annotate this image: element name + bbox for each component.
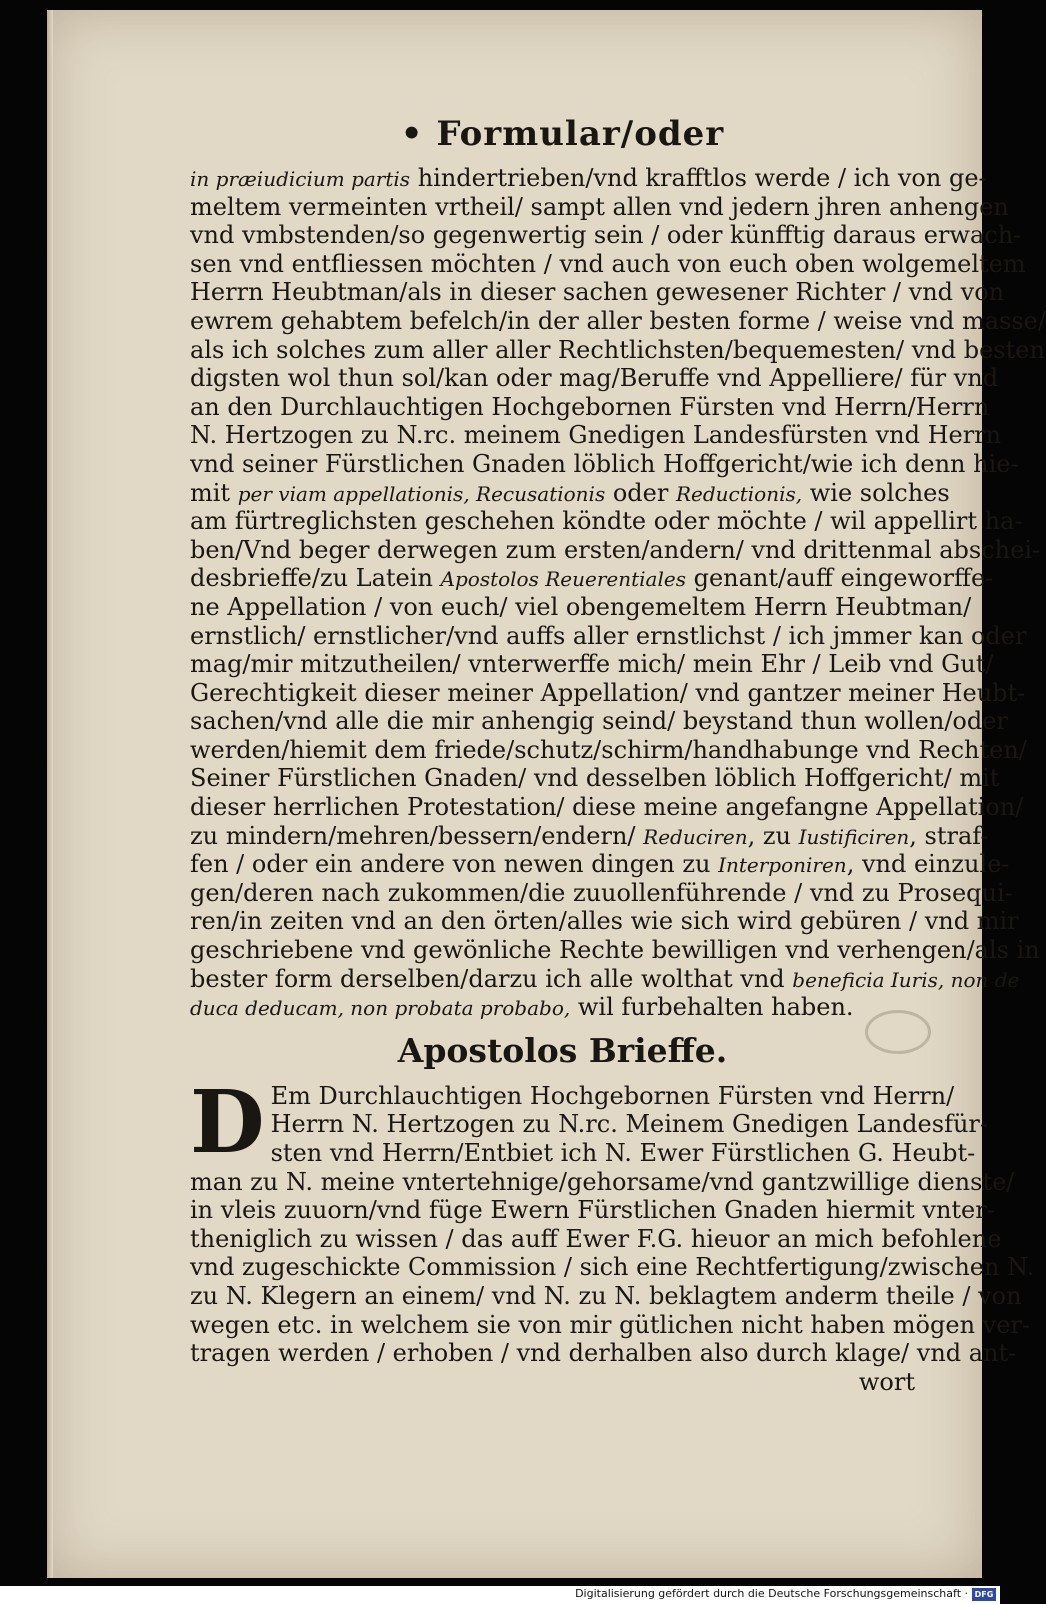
line-text: wie solches	[802, 478, 950, 507]
line-text: desbrieffe/zu Latein	[190, 564, 441, 593]
indented-lines	[190, 1071, 988, 1173]
line-text: meltem vermeinten vrtheil/ sampt allen vnd jedern jhren anhengen	[190, 192, 1009, 221]
text-line	[190, 993, 935, 1022]
text-line	[190, 221, 1022, 250]
section-title: Apostolos Brieffe.	[397, 1030, 728, 1070]
line-text: Seiner Fürstlichen Gnaden/ vnd desselben löblich Hoffgericht/ mit	[190, 764, 1000, 793]
text-line: Herrn N. Hertzogen zu N.rc. Meinem Gnedigen Landesfür-	[270, 1110, 988, 1139]
dfg-logo: DFG	[972, 1588, 996, 1601]
text-line	[190, 678, 1026, 708]
text-line	[190, 278, 1005, 307]
text-line	[190, 793, 1024, 822]
text-line	[190, 535, 1041, 565]
text-line	[190, 707, 1008, 736]
latin-phrase: duca deducam, non probata probabo,	[190, 996, 571, 1021]
text-line: Em Durchlauchtigen Hochgebornen Fürsten vnd Herrn/	[270, 1081, 955, 1110]
text-line	[190, 878, 1013, 908]
line-text: werden/hiemit dem friede/schutz/schirm/handhabunge vnd Rechten/	[190, 735, 1027, 764]
text-line	[190, 507, 1023, 536]
line-text: am fürtreglichsten geschehen köndte oder möchte / wil appellirt ha-	[190, 507, 1023, 536]
line-text: Gerechtigkeit dieser meiner Appellation/ vnd gantzer meiner Heubt-	[190, 678, 1026, 707]
line-text: ernstlich/ ernstlicher/vnd auffs aller ernstlichst / ich jmmer kan oder	[190, 621, 1027, 650]
line-text: Herrn Heubtman/als in dieser sachen gewesener Richter / vnd von	[190, 278, 1005, 307]
text-line	[190, 564, 994, 593]
line-text: sachen/vnd alle die mir anhengig seind/ beystand thun wollen/oder	[190, 707, 1008, 736]
text-line	[190, 306, 1046, 336]
line-text: oder	[605, 478, 676, 507]
text-line	[190, 964, 1020, 994]
line-text: dieser herrlichen Protestation/ diese meine angefangne Appellation/	[190, 793, 1024, 822]
drop-initial: D	[190, 1071, 265, 1173]
line-text: , vnd einzule-	[846, 850, 1010, 879]
footer-credit: Digitalisierung gefördert durch die Deutsche Forschungsgemeinschaft ·	[575, 1587, 968, 1600]
latin-phrase: beneficia Iuris, non de	[792, 967, 1020, 992]
line-text: als ich solches zum aller aller Rechtlichsten/bequemesten/ vnd besten	[190, 335, 1045, 364]
line-text: , zu	[747, 821, 799, 850]
page-text	[190, 110, 1046, 1396]
paragraph-appellation	[190, 164, 1046, 1022]
text-line	[190, 449, 1019, 479]
catchword: wort	[858, 1367, 915, 1396]
latin-phrase: Reductionis,	[675, 481, 803, 506]
line-text: vnd seiner Fürstlichen Gnaden löblich Hoffgericht/wie ich denn hie-	[190, 449, 1019, 478]
line-text: sen vnd entfliessen möchten / vnd auch von euch oben wolgemeltem	[190, 249, 1026, 278]
line-text: N. Hertzogen zu N.rc. meinem Gnedigen Landesfürsten vnd Herrn	[190, 421, 1002, 450]
latin-phrase: in præiudicium partis	[190, 167, 411, 191]
line-text: gen/deren nach zukommen/die zuuollenführende / vnd zu Prosequi-	[190, 878, 1013, 907]
line-text: mit	[190, 478, 238, 507]
text-line	[190, 592, 972, 622]
latin-phrase: Apostolos Reuerentiales	[440, 567, 686, 592]
line-text: an den Durchlauchtigen Hochgebornen Fürsten vnd Herrn/Herrn	[190, 392, 990, 421]
line-text: wil furbehalten haben.	[570, 993, 854, 1022]
latin-phrase: Reduciren	[643, 824, 748, 849]
line-text: genant/auff eingeworffe-	[685, 564, 994, 593]
page-gutter	[47, 10, 53, 1578]
text-line: wegen etc. in welchem sie von mir gütlichen nicht haben mögen ver-	[190, 1310, 1030, 1339]
paragraph-letter	[190, 1071, 1035, 1368]
latin-phrase: Iustificiren	[798, 824, 910, 849]
text-line	[190, 249, 1026, 279]
line-text: , straf-	[909, 821, 989, 850]
line-text: geschriebene vnd gewönliche Rechte bewilligen vnd verhengen/als in	[190, 936, 1040, 965]
text-line: sten vnd Herrn/Entbiet ich N. Ewer Fürstlichen G. Heubt-	[270, 1139, 976, 1167]
text-line	[190, 392, 990, 422]
line-text: digsten wol thun sol/kan oder mag/Beruffe vnd Appelliere/ für vnd	[190, 364, 999, 393]
text-line: man zu N. meine vntertehnige/gehorsame/vnd gantzwillige dienste/	[190, 1167, 1015, 1196]
text-line: theniglich zu wissen / das auff Ewer F.G. hieuor an mich befohlene	[190, 1224, 1002, 1253]
running-head: • Formular/oder	[400, 114, 725, 154]
line-text: ben/Vnd beger derwegen zum ersten/andern/ vnd drittenmal abschei-	[190, 535, 1041, 564]
text-line: in vleis zuuorn/vnd füge Ewern Fürstlichen Gnaden hiermit vnter-	[190, 1196, 995, 1225]
text-line	[190, 364, 999, 393]
footer-bar	[0, 1586, 1000, 1604]
line-text: fen / oder ein andere von newen dingen zu	[190, 850, 719, 879]
text-line	[190, 335, 1045, 365]
line-text: vnd vmbstenden/so gegenwertig sein / oder künfftig daraus erwach-	[190, 221, 1022, 250]
line-text: bester form derselben/darzu ich alle wolthat vnd	[190, 964, 793, 993]
text-line: tragen werden / erhoben / vnd derhalben also durch klage/ vnd ant-	[190, 1339, 1017, 1368]
line-text: ren/in zeiten vnd an den örten/alles wie sich wird gebüren / vnd mir	[190, 907, 1019, 936]
line-text: zu mindern/mehren/bessern/endern/	[190, 821, 644, 850]
text-line	[190, 907, 1019, 936]
text-line	[190, 164, 987, 193]
text-line	[190, 650, 994, 679]
line-text: hindertrieben/vnd krafftlos werde / ich von ge-	[410, 164, 987, 192]
latin-phrase: per viam appellationis, Recusationis	[237, 481, 606, 506]
text-line	[190, 936, 1040, 965]
text-line	[190, 421, 1002, 450]
text-line	[190, 735, 1027, 765]
line-text: ewrem gehabtem befelch/in der aller besten forme / weise vnd masse/	[190, 306, 1046, 335]
line-text: ne Appellation / von euch/ viel obengemeltem Herrn Heubtman/	[190, 592, 972, 621]
latin-phrase: Interponiren	[718, 853, 847, 878]
letter-lines	[190, 1167, 1035, 1368]
text-line	[190, 478, 950, 508]
text-line	[190, 764, 1000, 793]
text-line: zu N. Klegern an einem/ vnd N. zu N. beklagtem anderm theile / von	[190, 1281, 1022, 1310]
text-line: vnd zugeschickte Commission / sich eine Rechtfertigung/zwischen N.	[190, 1253, 1035, 1282]
text-line	[190, 850, 1010, 879]
text-line	[190, 192, 1009, 222]
line-text: mag/mir mitzutheilen/ vnterwerffe mich/ mein Ehr / Leib vnd Gut/	[190, 650, 994, 679]
text-line	[190, 821, 989, 851]
text-line	[190, 621, 1027, 651]
